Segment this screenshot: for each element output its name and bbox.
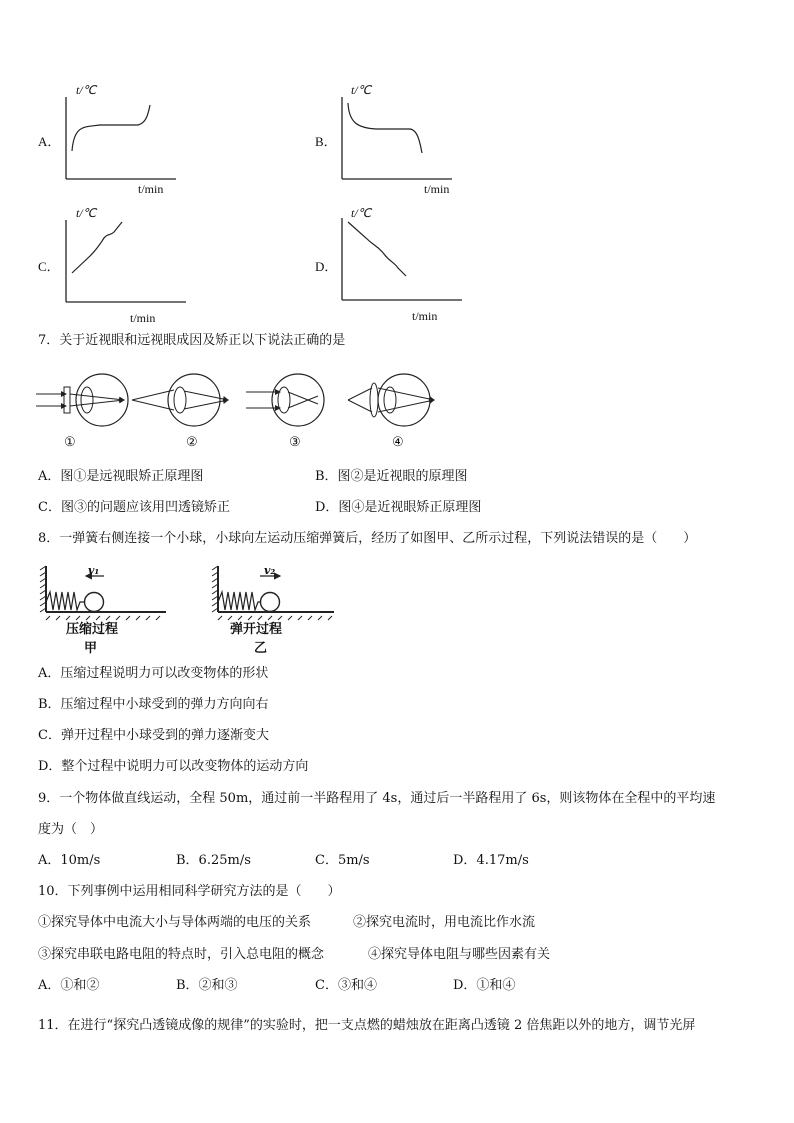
eye-fig-label-4: ④ — [392, 435, 404, 450]
q8-fig-right-title: 弹开过程 — [230, 622, 283, 637]
q8-fig-right-v: v₂ — [264, 564, 276, 577]
eye-fig-label-2: ② — [186, 435, 198, 450]
graph-b-ylabel: t/℃ — [351, 83, 372, 97]
graph-c-xlabel: t/min — [130, 311, 156, 325]
graph-a-xlabel: t/min — [138, 182, 164, 196]
graph-d-ylabel: t/℃ — [351, 206, 372, 220]
eye-figure-3 — [246, 374, 324, 426]
graph-b-xlabel: t/min — [424, 182, 450, 196]
q7-option-d: D．图④是近视眼矫正原理图 — [315, 500, 482, 515]
q10-stem: 10．下列事例中运用相同科学研究方法的是（ ） — [38, 884, 341, 899]
q8-fig-left-v: v₁ — [88, 564, 100, 577]
graph-c — [60, 218, 190, 308]
q8-option-b: B．压缩过程中小球受到的弹力方向向右 — [38, 697, 269, 712]
q9-option-c: C．5m/s — [315, 853, 370, 868]
q10-option-c: C．③和④ — [315, 978, 377, 993]
q9-stem-line1: 9．一个物体做直线运动，全程 50m，通过前一半路程用了 4s，通过后一半路程用了 6s，则该物体在全程中的平均速 — [38, 791, 716, 806]
graph-d-label: D． — [315, 259, 338, 274]
eye-figure-1 — [36, 374, 128, 426]
q9-option-b: B．6.25m/s — [176, 853, 251, 868]
q10-option-b: B．②和③ — [176, 978, 238, 993]
q10-item-2: ②探究电流时，用电流比作水流 — [353, 915, 536, 930]
eye-fig-label-1: ① — [64, 435, 76, 450]
q9-option-a: A．10m/s — [38, 853, 101, 868]
spring-figure-left — [40, 566, 166, 620]
graph-a — [60, 95, 180, 185]
q8-option-c: C．弹开过程中小球受到的弹力逐渐变大 — [38, 728, 269, 743]
graph-b-curve — [348, 103, 422, 153]
q9-stem-line2: 度为（ ） — [38, 822, 104, 837]
q10-item-4: ④探究导体电阻与哪些因素有关 — [368, 947, 551, 962]
q11-stem: 11．在进行“探究凸透镜成像的规律”的实验时，把一支点燃的蜡烛放在距离凸透镜 2 倍焦距以外的地方，调节光屏 — [38, 1018, 696, 1033]
q8-stem: 8．一弹簧右侧连接一个小球，小球向左运动压缩弹簧后，经历了如图甲、乙所示过程，下列说法错误的是（ ） — [38, 531, 697, 546]
q8-fig-left-title: 压缩过程 — [66, 622, 119, 637]
q7-eye-figures — [34, 370, 444, 430]
q9-option-d: D．4.17m/s — [453, 853, 529, 868]
q10-option-a: A．①和② — [38, 978, 100, 993]
eye-figure-2 — [132, 374, 228, 426]
graph-a-ylabel: t/℃ — [76, 83, 97, 97]
q8-fig-left-sub: 甲 — [84, 641, 98, 656]
q8-fig-right-sub: 乙 — [254, 641, 268, 656]
q8-option-a: A．压缩过程说明力可以改变物体的形状 — [38, 666, 269, 681]
graph-c-label: C． — [38, 259, 60, 274]
eye-fig-label-3: ③ — [289, 435, 301, 450]
graph-d-curve — [348, 222, 406, 276]
eye-figure-4 — [348, 374, 434, 426]
q7-option-b: B．图②是近视眼的原理图 — [315, 469, 468, 484]
q10-item-3: ③探究串联电路电阻的特点时，引入总电阻的概念 — [38, 947, 325, 962]
graph-d — [336, 216, 466, 306]
graph-c-ylabel: t/℃ — [76, 206, 97, 220]
q8-option-d: D．整个过程中说明力可以改变物体的运动方向 — [38, 759, 309, 774]
q10-option-d: D．①和④ — [453, 978, 516, 993]
graph-a-label: A． — [38, 134, 61, 149]
q7-option-a: A．图①是远视眼矫正原理图 — [38, 469, 204, 484]
q10-item-1: ①探究导体中电流大小与导体两端的电压的关系 — [38, 915, 312, 930]
graph-d-xlabel: t/min — [412, 309, 438, 323]
q7-option-c: C．图③的问题应该用凹透镜矫正 — [38, 500, 230, 515]
graph-c-curve — [72, 222, 122, 273]
graph-b-label: B． — [315, 134, 337, 149]
graph-a-curve — [72, 105, 150, 151]
q8-spring-figure — [38, 560, 338, 660]
q7-stem: 7．关于近视眼和远视眼成因及矫正以下说法正确的是 — [38, 333, 346, 348]
graph-b — [336, 95, 456, 185]
